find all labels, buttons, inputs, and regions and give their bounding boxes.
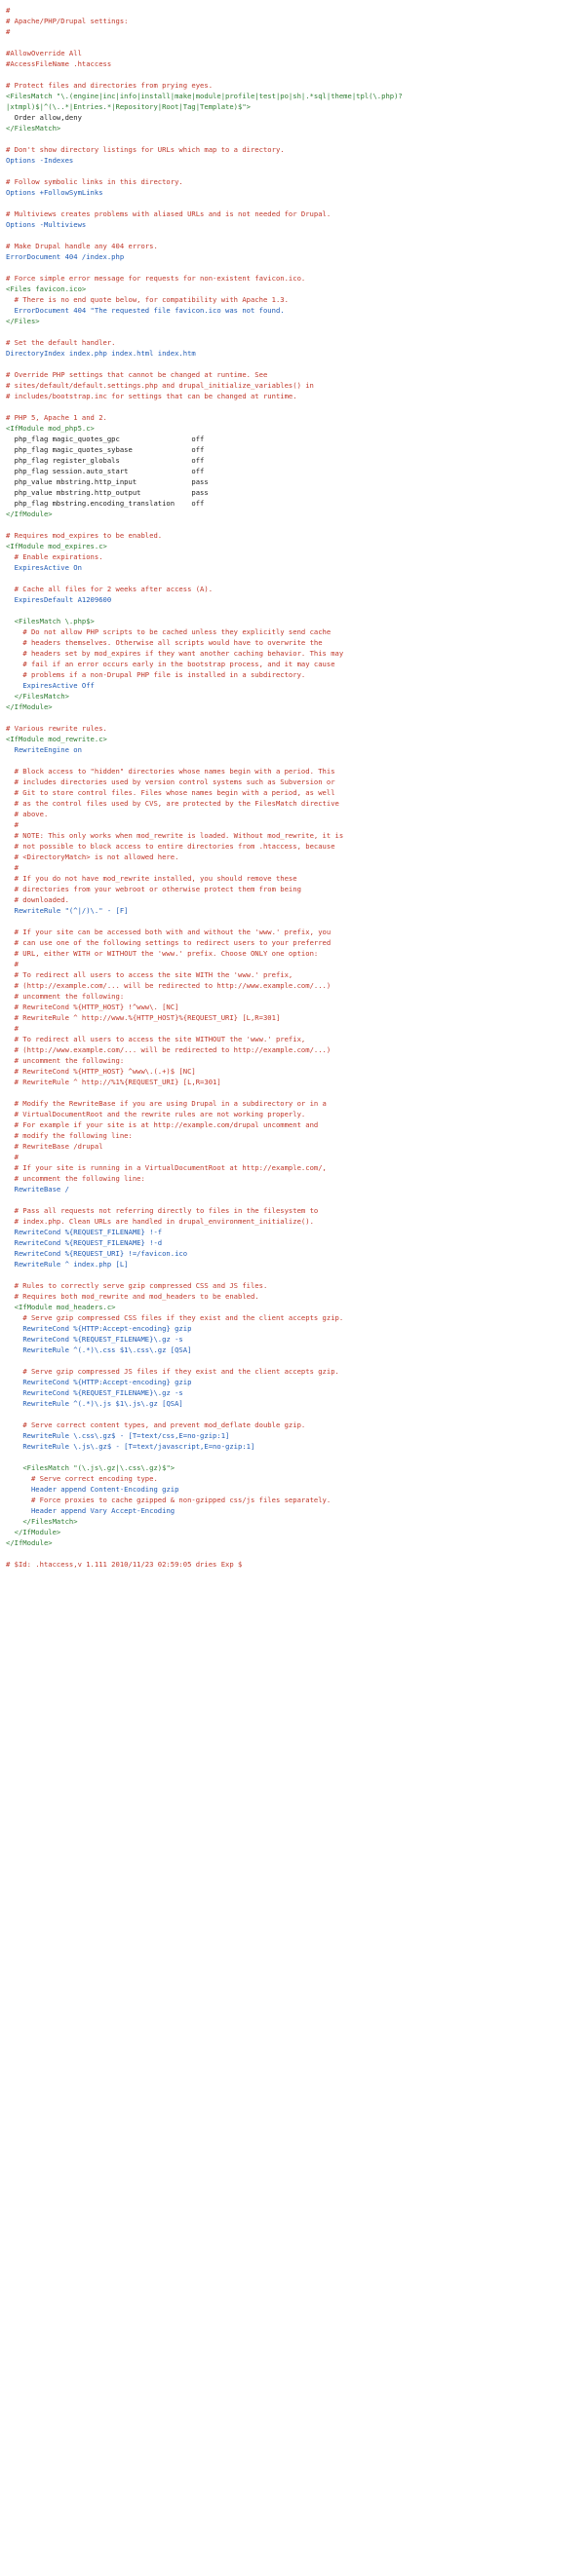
code-text: # Force simple error message for requests for non-existent favicon.ico. xyxy=(6,274,306,283)
blank-line xyxy=(6,69,585,80)
comment-line xyxy=(6,809,585,819)
tag-line xyxy=(6,101,585,112)
comment-line xyxy=(6,1152,585,1162)
comment-line xyxy=(6,927,585,937)
plain-line xyxy=(6,112,585,123)
code-text: RewriteCond %{REQUEST_URI} !=/favicon.ico xyxy=(14,1249,188,1258)
code-text: </IfModule> xyxy=(6,510,53,518)
code-text: # If your site is running in a VirtualDocumentRoot at http://example.com/, xyxy=(14,1163,327,1172)
code-text: # Do not allow PHP scripts to be cached unless they explicitly send cache xyxy=(22,627,332,636)
comment-line xyxy=(6,626,585,637)
code-text: </FilesMatch> xyxy=(22,1517,78,1526)
code-text: php_value mbstring.http_output pass xyxy=(14,488,209,497)
code-text: Header append Content-Encoding gzip xyxy=(30,1485,179,1494)
code-text: # RewriteRule ^ http://%1%{REQUEST_URI} [L,R=301] xyxy=(14,1078,221,1086)
tag-line xyxy=(6,509,585,519)
comment-line xyxy=(6,969,585,980)
code-text: #AccessFileName .htaccess xyxy=(6,59,112,68)
directive-line xyxy=(6,744,585,755)
code-text: RewriteRule \.css\.gz$ - [T=text/css,E=no-gzip:1] xyxy=(22,1431,230,1440)
code-text: # Serve correct encoding type. xyxy=(30,1474,158,1483)
comment-line xyxy=(6,80,585,91)
comment-line xyxy=(6,1162,585,1173)
comment-line xyxy=(6,584,585,594)
blank-line xyxy=(6,326,585,337)
code-text: # NOTE: This only works when mod_rewrite is loaded. Without mod_rewrite, it is xyxy=(14,831,344,840)
code-text: # headers themselves. Otherwise all scripts would have to overwrite the xyxy=(22,638,323,647)
blank-line xyxy=(6,573,585,584)
directive-line xyxy=(6,187,585,198)
comment-line xyxy=(6,819,585,830)
blank-line xyxy=(6,401,585,412)
code-text: ExpiresActive On xyxy=(14,563,82,572)
directive-line xyxy=(6,1237,585,1248)
code-text: # There is no end quote below, for compatibility with Apache 1.3. xyxy=(14,295,289,304)
code-text: # Serve correct content types, and prevent mod_deflate double gzip. xyxy=(22,1421,306,1429)
comment-line xyxy=(6,1366,585,1377)
tag-line xyxy=(6,123,585,133)
comment-line xyxy=(6,26,585,37)
comment-line xyxy=(6,830,585,841)
code-text: # fail if an error occurs early in the bootstrap process, and it may cause xyxy=(22,660,335,668)
code-text: # Cache all files for 2 weeks after access (A). xyxy=(14,585,214,593)
comment-line xyxy=(6,551,585,562)
comment-line xyxy=(6,5,585,16)
code-text: </FilesMatch> xyxy=(6,124,61,133)
comment-line xyxy=(6,391,585,401)
code-text: |xtmpl)$|^(\..*|Entries.*|Repository|Root|Tag|Template)$"> xyxy=(6,102,251,111)
directive-line xyxy=(6,905,585,916)
code-text: <FilesMatch "\.(engine|inc|info|install|make|module|profile|test|po|sh|.*sql|theme|tpl(\.php)? xyxy=(6,92,403,100)
code-text: # Block access to "hidden" directories whose names begin with a period. This xyxy=(14,767,335,776)
code-text: # xyxy=(14,863,19,872)
directive-line xyxy=(6,1323,585,1334)
comment-line xyxy=(6,1077,585,1087)
code-text: RewriteBase / xyxy=(14,1185,69,1193)
code-text: ExpiresDefault A1209600 xyxy=(14,595,112,604)
plain-line xyxy=(6,487,585,498)
code-text: ExpiresActive Off xyxy=(22,681,95,690)
blank-line xyxy=(6,198,585,208)
comment-line xyxy=(6,1495,585,1505)
code-text: php_flag magic_quotes_sybase off xyxy=(14,445,205,454)
code-text: # includes directories used by version control systems such as Subversion or xyxy=(14,777,335,786)
code-text: RewriteCond %{HTTP:Accept-encoding} gzip xyxy=(22,1378,192,1386)
comment-line xyxy=(6,1044,585,1055)
code-text: # RewriteBase /drupal xyxy=(14,1142,103,1151)
plain-line xyxy=(6,444,585,455)
comment-line xyxy=(6,798,585,809)
code-text: # includes/bootstrap.inc for settings that can be changed at runtime. xyxy=(6,392,297,400)
comment-line xyxy=(6,1216,585,1227)
tag-line xyxy=(6,734,585,744)
code-text: ErrorDocument 404 /index.php xyxy=(6,252,125,261)
blank-line xyxy=(6,359,585,369)
code-text: # Serve gzip compressed CSS files if they exist and the client accepts gzip. xyxy=(22,1313,344,1322)
plain-line xyxy=(6,466,585,476)
code-text: DirectoryIndex index.php index.html index.htm xyxy=(6,349,196,358)
code-text: <Files favicon.ico> xyxy=(6,284,87,293)
blank-line xyxy=(6,1548,585,1559)
directive-line xyxy=(6,1505,585,1516)
directive-line xyxy=(6,1259,585,1269)
blank-line xyxy=(6,37,585,48)
comment-line xyxy=(6,48,585,58)
code-text: # RewriteCond %{HTTP_HOST} !^www\. [NC] xyxy=(14,1003,179,1011)
code-text: Order allow,deny xyxy=(14,113,82,122)
tag-line xyxy=(6,541,585,551)
blank-line xyxy=(6,916,585,927)
directive-line xyxy=(6,1345,585,1355)
tag-line xyxy=(6,1462,585,1473)
comment-line xyxy=(6,1023,585,1034)
comment-line xyxy=(6,894,585,905)
code-text: RewriteEngine on xyxy=(14,745,82,754)
code-text: Options -Indexes xyxy=(6,156,74,165)
code-text: php_flag mbstring.encoding_translation off xyxy=(14,499,205,508)
comment-line xyxy=(6,144,585,155)
comment-line xyxy=(6,841,585,852)
comment-line xyxy=(6,723,585,734)
comment-line xyxy=(6,1291,585,1302)
code-text: </IfModule> xyxy=(14,1528,61,1536)
directive-line xyxy=(6,1227,585,1237)
directive-line xyxy=(6,251,585,262)
code-text: # RewriteRule ^ http://www.%{HTTP_HOST}%{REQUEST_URI} [L,R=301] xyxy=(14,1013,281,1022)
comment-line xyxy=(6,980,585,991)
blank-line xyxy=(6,712,585,723)
code-text: # Make Drupal handle any 404 errors. xyxy=(6,242,158,250)
comment-line xyxy=(6,1055,585,1066)
comment-line xyxy=(6,369,585,380)
code-text: # Apache/PHP/Drupal settings: xyxy=(6,17,129,25)
code-text: Options -Multiviews xyxy=(6,220,87,229)
code-text: <FilesMatch \.php$> xyxy=(14,617,95,625)
comment-line xyxy=(6,241,585,251)
directive-line xyxy=(6,1334,585,1345)
blank-line xyxy=(6,755,585,766)
code-text: # If your site can be accessed both with and without the 'www.' prefix, you xyxy=(14,928,332,936)
code-text: # headers set by mod_expires if they want another caching behavior. This may xyxy=(22,649,344,658)
code-text: # Protect files and directories from prying eyes. xyxy=(6,81,214,90)
code-text: # If you do not have mod_rewrite installed, you should remove these xyxy=(14,874,297,883)
directive-line xyxy=(6,219,585,230)
comment-line xyxy=(6,948,585,959)
code-text: # Requires mod_expires to be enabled. xyxy=(6,531,163,540)
plain-line xyxy=(6,498,585,509)
blank-line xyxy=(6,1087,585,1098)
plain-line xyxy=(6,455,585,466)
code-text: # URL, either WITH or WITHOUT the 'www.' prefix. Choose ONLY one option: xyxy=(14,949,319,958)
blank-line xyxy=(6,1194,585,1205)
code-text: # xyxy=(14,960,19,968)
comment-line xyxy=(6,1205,585,1216)
code-text: # Enable expirations. xyxy=(14,552,103,561)
code-text: # directories from your webroot or otherwise protect them from being xyxy=(14,885,301,893)
code-text: # (http://example.com/... will be redirected to http://www.example.com/...) xyxy=(14,981,332,990)
comment-line xyxy=(6,648,585,659)
comment-line xyxy=(6,16,585,26)
comment-line xyxy=(6,1312,585,1323)
code-text: # Set the default handler. xyxy=(6,338,116,347)
tag-line xyxy=(6,1527,585,1537)
directive-line xyxy=(6,348,585,359)
comment-line xyxy=(6,1034,585,1044)
comment-line xyxy=(6,1280,585,1291)
code-text: # xyxy=(14,1153,19,1161)
blank-line xyxy=(6,133,585,144)
blank-line xyxy=(6,605,585,616)
code-text: RewriteRule ^(.*)\.js $1\.js\.gz [QSA] xyxy=(22,1399,183,1408)
directive-line xyxy=(6,155,585,166)
directive-line xyxy=(6,1441,585,1452)
comment-line xyxy=(6,1066,585,1077)
code-text: # xyxy=(6,6,11,15)
code-text: # index.php. Clean URLs are handled in drupal_environment_initialize(). xyxy=(14,1217,314,1226)
comment-line xyxy=(6,208,585,219)
code-text: RewriteRule ^(.*)\.css $1\.css\.gz [QSA] xyxy=(22,1345,192,1354)
code-text: # Requires both mod_rewrite and mod_headers to be enabled. xyxy=(14,1292,259,1301)
code-text: # sites/default/default.settings.php and drupal_initialize_variables() in xyxy=(6,381,314,390)
code-text: # Various rewrite rules. xyxy=(6,724,107,733)
code-text: # xyxy=(14,1024,19,1033)
code-text: Header append Vary Accept-Encoding xyxy=(30,1506,176,1515)
directive-line xyxy=(6,594,585,605)
comment-line xyxy=(6,991,585,1002)
code-text: # Rules to correctly serve gzip compressed CSS and JS files. xyxy=(14,1281,268,1290)
code-text: <IfModule mod_headers.c> xyxy=(14,1303,116,1311)
code-text: # downloaded. xyxy=(14,895,69,904)
directive-line xyxy=(6,1248,585,1259)
comment-line xyxy=(6,637,585,648)
code-text: # Multiviews creates problems with aliased URLs and is not needed for Drupal. xyxy=(6,209,332,218)
code-text: php_flag register_globals off xyxy=(14,456,205,465)
blank-line xyxy=(6,230,585,241)
tag-line xyxy=(6,423,585,434)
comment-line xyxy=(6,766,585,777)
comment-line xyxy=(6,1141,585,1152)
comment-line xyxy=(6,862,585,873)
code-text: #AllowOverride All xyxy=(6,49,82,57)
comment-line xyxy=(6,1109,585,1119)
blank-line xyxy=(6,166,585,176)
tag-line xyxy=(6,616,585,626)
directive-line xyxy=(6,305,585,316)
comment-line xyxy=(6,380,585,391)
code-text: # PHP 5, Apache 1 and 2. xyxy=(6,413,107,422)
code-text: </FilesMatch> xyxy=(14,692,69,701)
blank-line xyxy=(6,1409,585,1420)
comment-line xyxy=(6,873,585,884)
comment-line xyxy=(6,937,585,948)
directive-line xyxy=(6,562,585,573)
code-text: # not possible to block access to entire directories from .htaccess, because xyxy=(14,842,335,851)
code-text: # RewriteCond %{HTTP_HOST} ^www\.(.+)$ [NC] xyxy=(14,1067,196,1076)
code-text: php_flag session.auto_start off xyxy=(14,467,205,475)
code-text: # uncomment the following: xyxy=(14,992,125,1001)
code-text: php_flag magic_quotes_gpc off xyxy=(14,435,205,443)
plain-line xyxy=(6,434,585,444)
code-text: # VirtualDocumentRoot and the rewrite rules are not working properly. xyxy=(14,1110,306,1118)
code-text: <IfModule mod_php5.c> xyxy=(6,424,95,433)
tag-line xyxy=(6,316,585,326)
comment-line xyxy=(6,412,585,423)
code-text: <IfModule mod_rewrite.c> xyxy=(6,735,107,743)
comment-line xyxy=(6,294,585,305)
code-text: # Don't show directory listings for URLs which map to a directory. xyxy=(6,145,285,154)
comment-line xyxy=(6,959,585,969)
code-text: </IfModule> xyxy=(6,1538,53,1547)
tag-line xyxy=(6,701,585,712)
directive-line xyxy=(6,1398,585,1409)
tag-line xyxy=(6,1537,585,1548)
tag-line xyxy=(6,1516,585,1527)
comment-line xyxy=(6,1559,585,1570)
comment-line xyxy=(6,1002,585,1012)
code-text: # uncomment the following line: xyxy=(14,1174,145,1183)
tag-line xyxy=(6,1302,585,1312)
code-text: # Follow symbolic links in this directory. xyxy=(6,177,183,186)
code-text: <IfModule mod_expires.c> xyxy=(6,542,107,550)
code-text: RewriteCond %{REQUEST_FILENAME}\.gz -s xyxy=(22,1335,183,1344)
code-text: RewriteCond %{HTTP:Accept-encoding} gzip xyxy=(22,1324,192,1333)
code-text: # Modify the RewriteBase if you are using Drupal in a subdirectory or in a xyxy=(14,1099,327,1108)
comment-line xyxy=(6,787,585,798)
code-text: php_value mbstring.http_input pass xyxy=(14,477,209,486)
code-text: # xyxy=(6,27,11,36)
code-text: <FilesMatch "(\.js\.gz|\.css\.gz)$"> xyxy=(22,1463,176,1472)
comment-line xyxy=(6,1173,585,1184)
comment-line xyxy=(6,1119,585,1130)
comment-line xyxy=(6,777,585,787)
code-text: </Files> xyxy=(6,317,40,325)
directive-line xyxy=(6,1184,585,1194)
code-text: Options +FollowSymLinks xyxy=(6,188,103,197)
code-text: # problems if a non-Drupal PHP file is installed in a subdirectory. xyxy=(22,670,306,679)
code-text: # <DirectoryMatch> is not allowed here. xyxy=(14,852,179,861)
code-text: # Override PHP settings that cannot be changed at runtime. See xyxy=(6,370,268,379)
code-text: # For example if your site is at http://example.com/drupal uncomment and xyxy=(14,1120,319,1129)
comment-line xyxy=(6,669,585,680)
comment-line xyxy=(6,58,585,69)
comment-line xyxy=(6,176,585,187)
comment-line xyxy=(6,1012,585,1023)
blank-line xyxy=(6,1355,585,1366)
code-text: # as the control files used by CVS, are protected by the FilesMatch directive xyxy=(14,799,339,808)
directive-line xyxy=(6,1387,585,1398)
directive-line xyxy=(6,1484,585,1495)
code-text: RewriteCond %{REQUEST_FILENAME} !-f xyxy=(14,1228,163,1236)
directive-line xyxy=(6,680,585,691)
code-text: # can use one of the following settings to redirect users to your preferred xyxy=(14,938,332,947)
code-text: # (http://www.example.com/... will be redirected to http://example.com/...) xyxy=(14,1045,332,1054)
code-text: RewriteCond %{REQUEST_FILENAME} !-d xyxy=(14,1238,163,1247)
comment-line xyxy=(6,273,585,284)
code-text: # Force proxies to cache gzipped & non-gzipped css/js files separately. xyxy=(30,1496,332,1504)
code-text: RewriteRule \.js\.gz$ - [T=text/javascript,E=no-gzip:1] xyxy=(22,1442,255,1451)
blank-line xyxy=(6,262,585,273)
code-text: RewriteRule "(^|/)\." - [F] xyxy=(14,906,129,915)
code-text: # Pass all requests not referring directly to files in the filesystem to xyxy=(14,1206,319,1215)
directive-line xyxy=(6,1430,585,1441)
tag-line xyxy=(6,691,585,701)
code-text: # xyxy=(14,820,19,829)
code-text: # above. xyxy=(14,810,49,818)
comment-line xyxy=(6,1130,585,1141)
comment-line xyxy=(6,530,585,541)
plain-line xyxy=(6,476,585,487)
code-text: RewriteCond %{REQUEST_FILENAME}\.gz -s xyxy=(22,1388,183,1397)
blank-line xyxy=(6,519,585,530)
blank-line xyxy=(6,1269,585,1280)
comment-line xyxy=(6,884,585,894)
comment-line xyxy=(6,337,585,348)
code-text: # To redirect all users to access the site WITHOUT the 'www.' prefix, xyxy=(14,1035,306,1043)
code-text: # $Id: .htaccess,v 1.111 2010/11/23 02:59:05 dries Exp $ xyxy=(6,1560,243,1569)
code-text: # uncomment the following: xyxy=(14,1056,125,1065)
tag-line xyxy=(6,91,585,101)
code-text: # Git to store control files. Files whose names begin with a period, as well xyxy=(14,788,335,797)
code-text: # To redirect all users to access the site WITH the 'www.' prefix, xyxy=(14,970,293,979)
code-text: ErrorDocument 404 "The requested file favicon.ico was not found. xyxy=(14,306,285,315)
code-text: </IfModule> xyxy=(6,702,53,711)
comment-line xyxy=(6,659,585,669)
comment-line xyxy=(6,1420,585,1430)
code-text: # modify the following line: xyxy=(14,1131,133,1140)
comment-line xyxy=(6,852,585,862)
code-text: # Serve gzip compressed JS files if they exist and the client accepts gzip. xyxy=(22,1367,339,1376)
comment-line xyxy=(6,1098,585,1109)
comment-line xyxy=(6,1473,585,1484)
directive-line xyxy=(6,1377,585,1387)
code-text: RewriteRule ^ index.php [L] xyxy=(14,1260,129,1269)
tag-line xyxy=(6,284,585,294)
blank-line xyxy=(6,1452,585,1462)
